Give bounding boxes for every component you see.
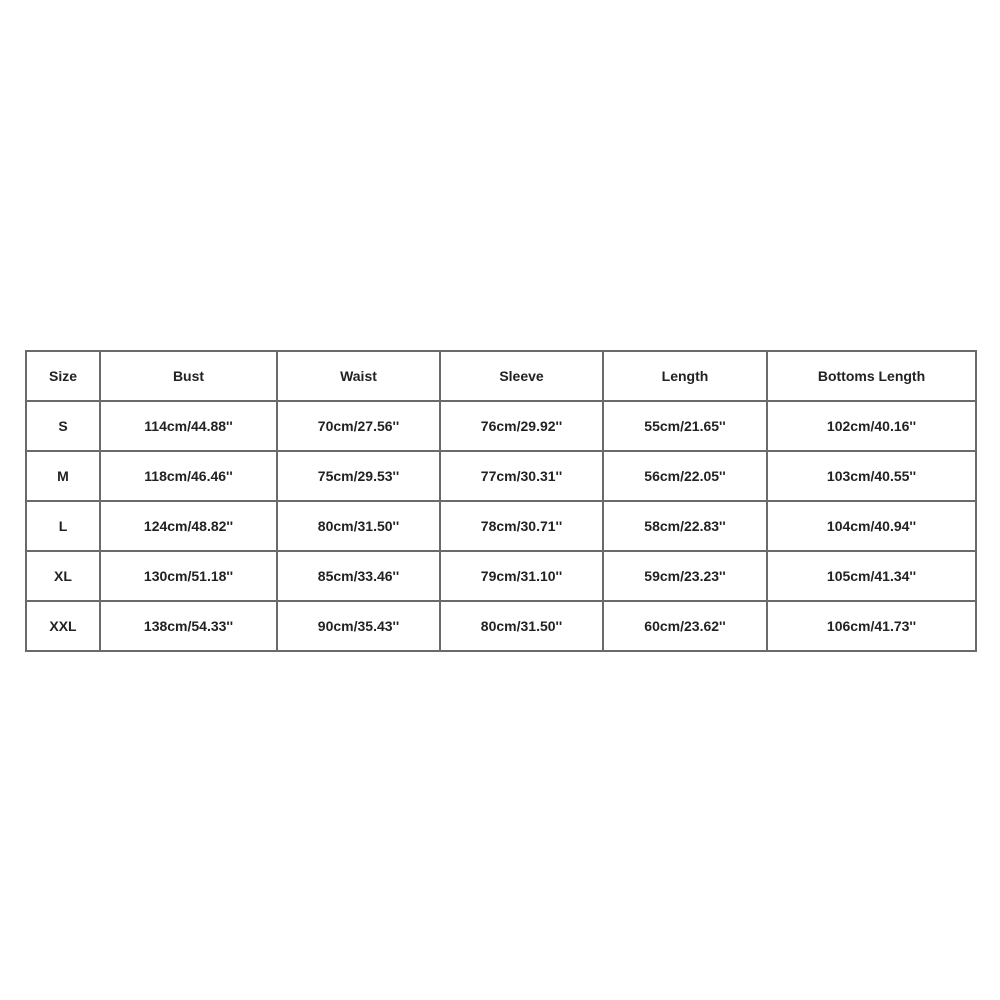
cell-waist: 75cm/29.53'' xyxy=(277,451,440,501)
cell-bottoms-length: 104cm/40.94'' xyxy=(767,501,976,551)
cell-bust: 138cm/54.33'' xyxy=(100,601,277,651)
header-waist: Waist xyxy=(277,351,440,401)
table-row xyxy=(26,551,976,601)
cell-size: M xyxy=(26,451,100,501)
cell-sleeve: 78cm/30.71'' xyxy=(440,501,603,551)
table-row xyxy=(26,501,976,551)
cell-length: 58cm/22.83'' xyxy=(603,501,767,551)
cell-waist: 85cm/33.46'' xyxy=(277,551,440,601)
header-row xyxy=(26,351,976,401)
cell-bottoms-length: 105cm/41.34'' xyxy=(767,551,976,601)
header-length: Length xyxy=(603,351,767,401)
cell-bust: 118cm/46.46'' xyxy=(100,451,277,501)
cell-size: XXL xyxy=(26,601,100,651)
cell-length: 55cm/21.65'' xyxy=(603,401,767,451)
cell-sleeve: 76cm/29.92'' xyxy=(440,401,603,451)
cell-sleeve: 77cm/30.31'' xyxy=(440,451,603,501)
cell-bottoms-length: 102cm/40.16'' xyxy=(767,401,976,451)
header-sleeve: Sleeve xyxy=(440,351,603,401)
cell-length: 56cm/22.05'' xyxy=(603,451,767,501)
header-bottoms-length: Bottoms Length xyxy=(767,351,976,401)
cell-size: XL xyxy=(26,551,100,601)
size-chart-table xyxy=(25,350,977,652)
header-size: Size xyxy=(26,351,100,401)
cell-bottoms-length: 103cm/40.55'' xyxy=(767,451,976,501)
cell-waist: 70cm/27.56'' xyxy=(277,401,440,451)
table-row xyxy=(26,451,976,501)
header-bust: Bust xyxy=(100,351,277,401)
table-row xyxy=(26,601,976,651)
cell-bust: 124cm/48.82'' xyxy=(100,501,277,551)
cell-size: S xyxy=(26,401,100,451)
cell-waist: 80cm/31.50'' xyxy=(277,501,440,551)
cell-length: 60cm/23.62'' xyxy=(603,601,767,651)
cell-sleeve: 79cm/31.10'' xyxy=(440,551,603,601)
cell-waist: 90cm/35.43'' xyxy=(277,601,440,651)
table-row xyxy=(26,401,976,451)
cell-size: L xyxy=(26,501,100,551)
cell-bust: 130cm/51.18'' xyxy=(100,551,277,601)
cell-bust: 114cm/44.88'' xyxy=(100,401,277,451)
cell-bottoms-length: 106cm/41.73'' xyxy=(767,601,976,651)
cell-sleeve: 80cm/31.50'' xyxy=(440,601,603,651)
cell-length: 59cm/23.23'' xyxy=(603,551,767,601)
